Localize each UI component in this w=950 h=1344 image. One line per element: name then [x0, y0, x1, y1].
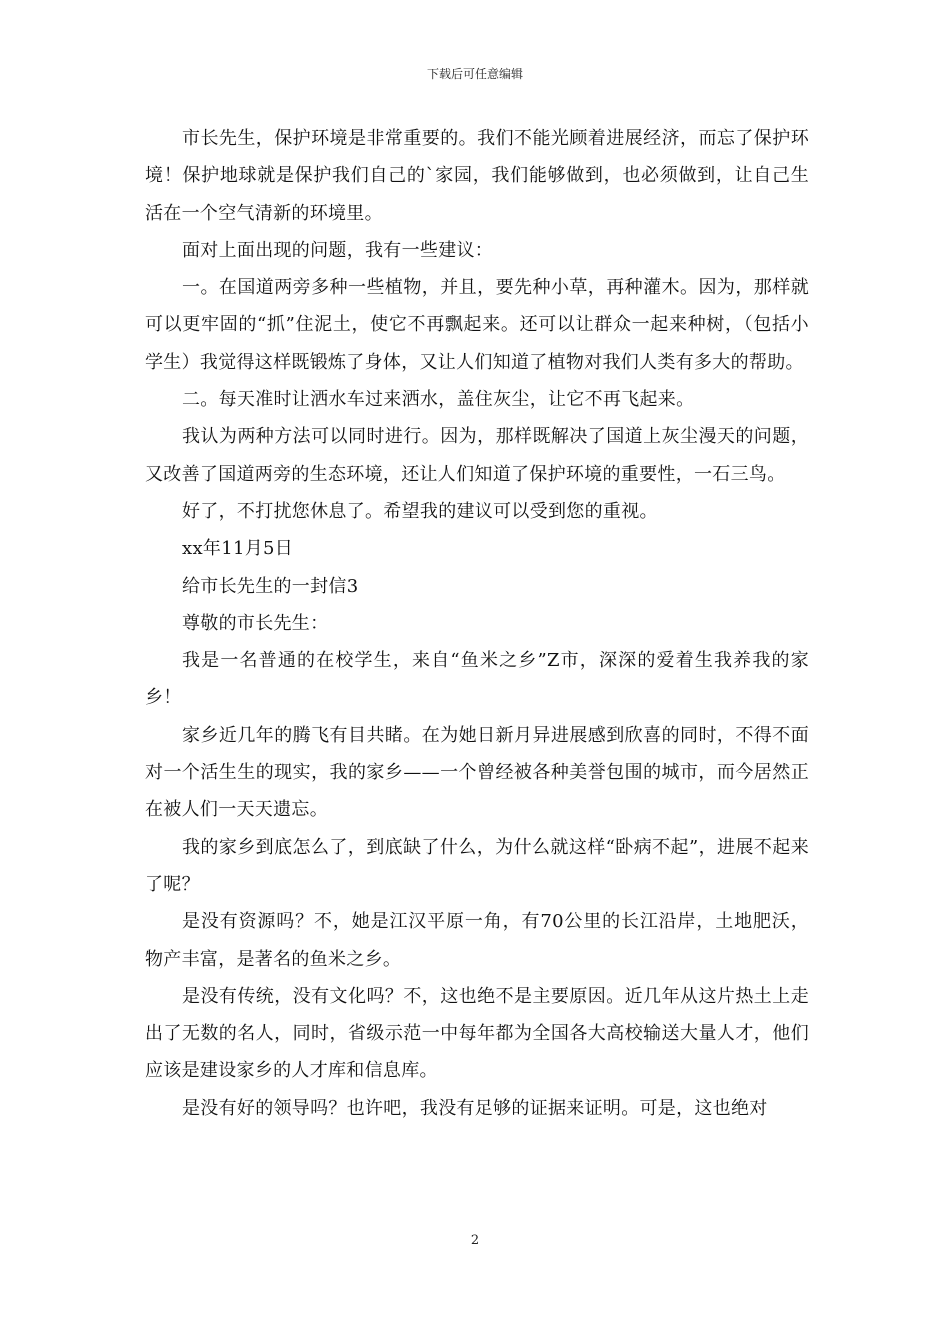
page-number: 2: [470, 1233, 480, 1248]
document-body: [145, 120, 809, 1127]
paragraph: 好了，不打扰您休息了。希望我的建议可以受到您的重视。: [182, 500, 658, 522]
paragraph: 是没有资源吗？不，她是江汉平原一角，有70公里的长江沿岸，土地肥沃，物产丰富，是著名的鱼米之乡。: [145, 911, 809, 970]
paragraph: 二。每天准时让洒水车过来洒水，盖住灰尘，让它不再飞起来。: [182, 389, 695, 411]
paragraph: 我的家乡到底怎么了，到底缺了什么，为什么就这样“卧病不起”，进展不起来了呢？: [145, 836, 809, 895]
paragraph: 家乡近几年的腾飞有目共睹。在为她日新月异进展感到欣喜的同时，不得不面对一个活生生的现实，我的家乡——一个曾经被各种美誉包围的城市，而今居然正在被人们一天天遗忘。: [145, 724, 809, 821]
paragraph: 我认为两种方法可以同时进行。因为，那样既解决了国道上灰尘漫天的问题，又改善了国道两旁的生态环境，还让人们知道了保护环境的重要性，一石三鸟。: [145, 426, 809, 485]
paragraph: 面对上面出现的问题，我有一些建议：: [182, 239, 494, 261]
page-header: 下载后可任意编辑: [426, 67, 523, 81]
paragraph: 是没有传统，没有文化吗？不，这也绝不是主要原因。近几年从这片热土上走出了无数的名人，同时，省级示范一中每年都为全国各大高校输送大量人才，他们应该是建设家乡的人才库和信息库。: [145, 985, 809, 1082]
paragraph: 是没有好的领导吗？也许吧，我没有足够的证据来证明。可是，这也绝对: [182, 1097, 768, 1119]
letter-salutation: 尊敬的市长先生：: [182, 612, 329, 634]
paragraph: 市长先生，保护环境是非常重要的。我们不能光顾着进展经济，而忘了保护环境！保护地球就是保护我们自己的`家园，我们能够做到，也必须做到，让自己生活在一个空气清新的环境里。: [145, 128, 809, 224]
paragraph: 一。在国道两旁多种一些植物，并且，要先种小草，再种灌木。因为，那样就可以更牢固的“抓”住泥土，使它不再飘起来。还可以让群众一起来种树，（包括小学生）我觉得这样既锻炼了身体，又让人们知道了植物对我们人类有多大的帮助。: [145, 277, 809, 373]
letter-date: xx年11月5日: [182, 538, 294, 560]
letter-title: 给市长先生的一封信3: [182, 575, 359, 597]
paragraph: 我是一名普通的在校学生，来自“鱼米之乡”Z市，深深的爱着生我养我的家乡！: [145, 650, 809, 709]
